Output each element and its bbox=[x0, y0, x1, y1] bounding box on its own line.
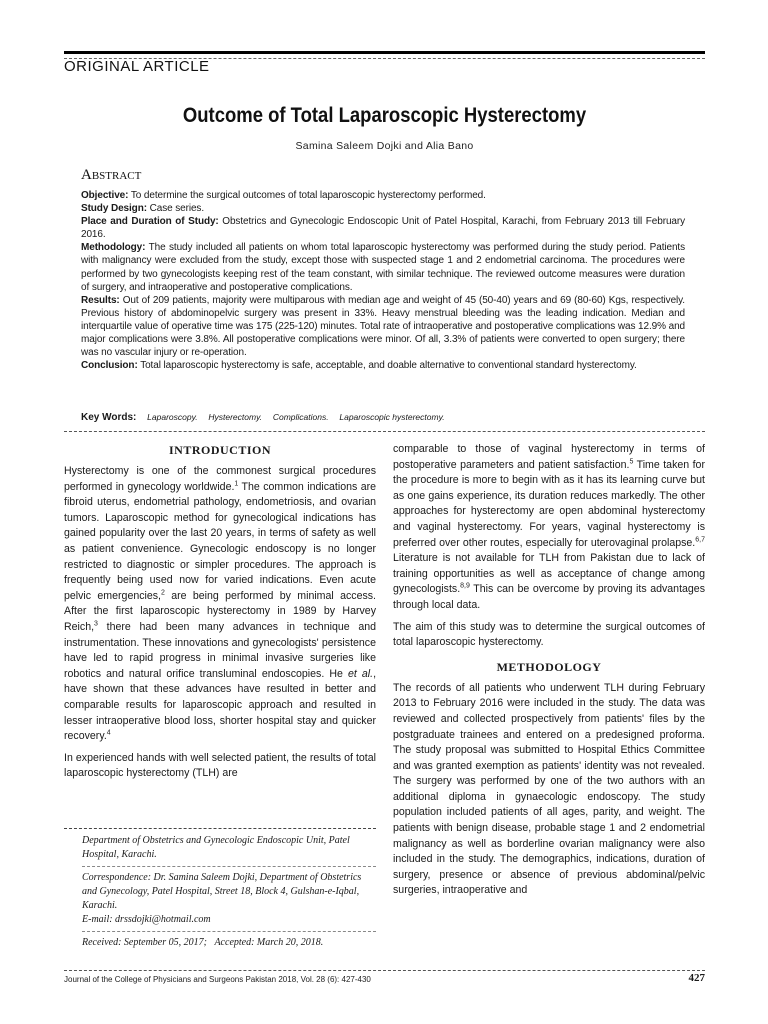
intro-text: are being performed by minimal access. After the first laparoscopic hysterectomy in 1989 by Harvey Reich, bbox=[64, 589, 376, 633]
email: E-mail: drssdojki@hotmail.com bbox=[82, 914, 211, 925]
abstract-heading: Abstract bbox=[81, 167, 142, 183]
abstract-design bbox=[81, 202, 685, 215]
intro-text: Literature is not available for TLH from Pakistan due to lack of training opportunities as well as acceptance of change among gynecologists. bbox=[393, 552, 705, 596]
results-text: Out of 209 patients, majority were multiparous with median age and weight of 45 (50-40) years and 69 (80-60) Kgs, respectively. Previous history of abdominopelvic surgery was present in 33%. Heavy menstrual bleeding was the leading indication. Median and interquartile value of operative time was 175 (225-120) minutes. Total rate of intraoperative and postoperative complications was 12.9% and major complications were 3.8%. All postoperative complications were minor. Of all, 3.3% of patients were converted to open surgery; there was no vascular injury or re-operation. bbox=[81, 294, 685, 359]
authors: Samina Saleem Dojki and Alia Bano bbox=[295, 140, 474, 152]
objective-label: Objective: bbox=[81, 190, 129, 201]
intro-text: Hysterectomy is one of the commonest surgical procedures performed in gynecology worldwide. bbox=[64, 465, 376, 493]
affiliation-block bbox=[82, 834, 376, 950]
keyword-item: Laparoscopy. bbox=[147, 412, 198, 422]
methodology-heading: METHODOLOGY bbox=[496, 659, 602, 674]
received-date: Received: September 05, 2017; bbox=[82, 937, 207, 948]
intro-paragraph-1 bbox=[64, 464, 376, 745]
abstract-body bbox=[81, 189, 685, 372]
department: Department of Obstetrics and Gynecologic Endoscopic Unit, Patel Hospital, Karachi. bbox=[82, 835, 350, 860]
intro-paragraph-4: The aim of this study was to determine the surgical outcomes of total laparoscopic hysterectomy. bbox=[393, 620, 705, 649]
citation: 3 bbox=[94, 620, 98, 628]
citation: 4 bbox=[106, 729, 111, 737]
intro-text: comparable to those of vaginal hysterectomy in terms of postoperative parameters and patient satisfaction. bbox=[393, 443, 705, 471]
citation: 5 bbox=[629, 458, 634, 466]
abstract-divider bbox=[64, 431, 705, 432]
correspondence: Correspondence: Dr. Samina Saleem Dojki, Department of Obstetrics and Gynecology, Patel Hospital, Street 18, Block 4, Gulshan-e-Iqbal, Karachi. bbox=[82, 872, 362, 911]
keyword-item: Hysterectomy. bbox=[208, 412, 263, 422]
intro-text: , have shown that these advances have resulted in better and comparable results for laparoscopic approach and resulted in lesser intraoperative blood loss, shorter hospital stay and quicker recovery. bbox=[64, 667, 377, 743]
dates bbox=[82, 936, 376, 950]
abstract-results bbox=[81, 294, 685, 359]
objective-text: To determine the surgical outcomes of total laparoscopic hysterectomy performed. bbox=[130, 190, 486, 201]
et-al: et al. bbox=[347, 667, 374, 680]
citation: 6,7 bbox=[695, 536, 705, 544]
article-title: Outcome of Total Laparoscopic Hysterectomy bbox=[182, 104, 587, 127]
abstract-methodology bbox=[81, 241, 685, 293]
keyword-item: Laparoscopic hysterectomy. bbox=[339, 412, 445, 422]
abstract-objective bbox=[81, 189, 685, 202]
accepted-date: Accepted: March 20, 2018. bbox=[214, 937, 324, 948]
design-text: Case series. bbox=[149, 203, 205, 215]
keywords-label: Key Words: bbox=[81, 412, 137, 423]
intro-text: This can be overcome by proving its advantages through local data. bbox=[393, 583, 705, 611]
intro-text: there had been many advances in technique and instrumentation. These innovations and gynecologists' persistence have led to rapid progress in minimal invasive surgeries like robotics and natural orifice transluminal endoscopies. He bbox=[64, 620, 376, 680]
page-number: 427 bbox=[688, 972, 705, 984]
conclusion-text: Total laparoscopic hysterectomy is safe, acceptable, and doable alternative to conventional standard hysterectomy. bbox=[140, 360, 637, 372]
citation: 2 bbox=[161, 589, 165, 597]
affiliation-separator bbox=[82, 931, 376, 932]
methodology-paragraph-1: The records of all patients who underwent TLH during February 2013 to February 2016 were included in the study. The data was reviewed and collected prospectively from patients' files by the postgraduate trainees and entered on a predesigned proforma. The study proposal was submitted to Hospital Ethics Committee and was granted exemption as patients' identity was not revealed. The surgery was performed by one of the two authors with an additional diploma in gynaecologic endoscopy. The study population included patients of all ages, parity, and weight. The patients with benign disease, probable stage 1 and 2 endometrial malignancy as well as borderline ovarian malignancy were also included in the study. The demographics, indications, duration of surgery, presence or absence of previous abdominal/pelvic surgeries, intraoperative and bbox=[393, 681, 705, 897]
introduction-heading: INTRODUCTION bbox=[168, 443, 271, 457]
citation: 1 bbox=[234, 480, 239, 488]
left-column bbox=[64, 442, 376, 788]
affiliation-rule bbox=[64, 828, 376, 829]
intro-paragraph-2: In experienced hands with well selected patient, the results of total laparoscopic hysterectomy (TLH) are bbox=[64, 751, 376, 780]
design-label: Study Design: bbox=[81, 203, 147, 215]
citation: 8,9 bbox=[460, 582, 470, 590]
intro-text: Time taken for the procedure is more to begin with as it has its learning curve but as one gains experience, its duration reduces markedly. The other approaches for hysterectomy are open abdominal hysterectomy and vaginal hysterectomy. For years, vaginal hysterectomy is preferred over other routes, especially for uterovaginal prolapse. bbox=[393, 458, 705, 549]
conclusion-label: Conclusion: bbox=[81, 360, 138, 372]
abstract-place bbox=[81, 215, 685, 241]
journal-citation: Journal of the College of Physicians and Surgeons Pakistan 2018, Vol. 28 (6): 427-430 bbox=[64, 975, 371, 984]
affiliation-separator bbox=[82, 866, 376, 867]
results-label: Results: bbox=[81, 294, 120, 306]
section-label: ORIGINAL ARTICLE bbox=[64, 58, 210, 75]
place-text: Obstetrics and Gynecologic Endoscopic Unit of Patel Hospital, Karachi, from February 2013 till February 2016. bbox=[81, 216, 685, 241]
keywords bbox=[81, 412, 685, 423]
footer-rule bbox=[64, 970, 705, 971]
keyword-item: Complications. bbox=[272, 412, 329, 422]
intro-paragraph-3 bbox=[393, 442, 705, 614]
abstract-conclusion bbox=[81, 359, 685, 372]
right-column bbox=[393, 442, 705, 905]
methodology-text: The study included all patients on whom total laparoscopic hysterectomy was performed during the study period. Patients with malignancy were excluded from the study, except those with suspected stage 1 and 2 endometrial carcinoma. The procedures were performed by two gynecologists keeping rest of the team constant, with similar technique. The reviewed outcome measures were duration of surgery, and intraoperative and postoperative complications. bbox=[81, 242, 685, 293]
place-label: Place and Duration of Study: bbox=[81, 216, 219, 228]
methodology-label: Methodology: bbox=[81, 242, 146, 254]
intro-text: The common indications are fibroid uterus, endometrial pathology, endometriosis, and ovarian tumors. Laparoscopic method for gynecological indications has gained popularity over the last 20 years, in terms of safety as well as patient convenience. Gynecologic endoscopy is no longer restricted to diagnostic or simpler procedures. The approach is frequently being used now for varied indications. Even acute pelvic emergencies, bbox=[64, 480, 377, 602]
